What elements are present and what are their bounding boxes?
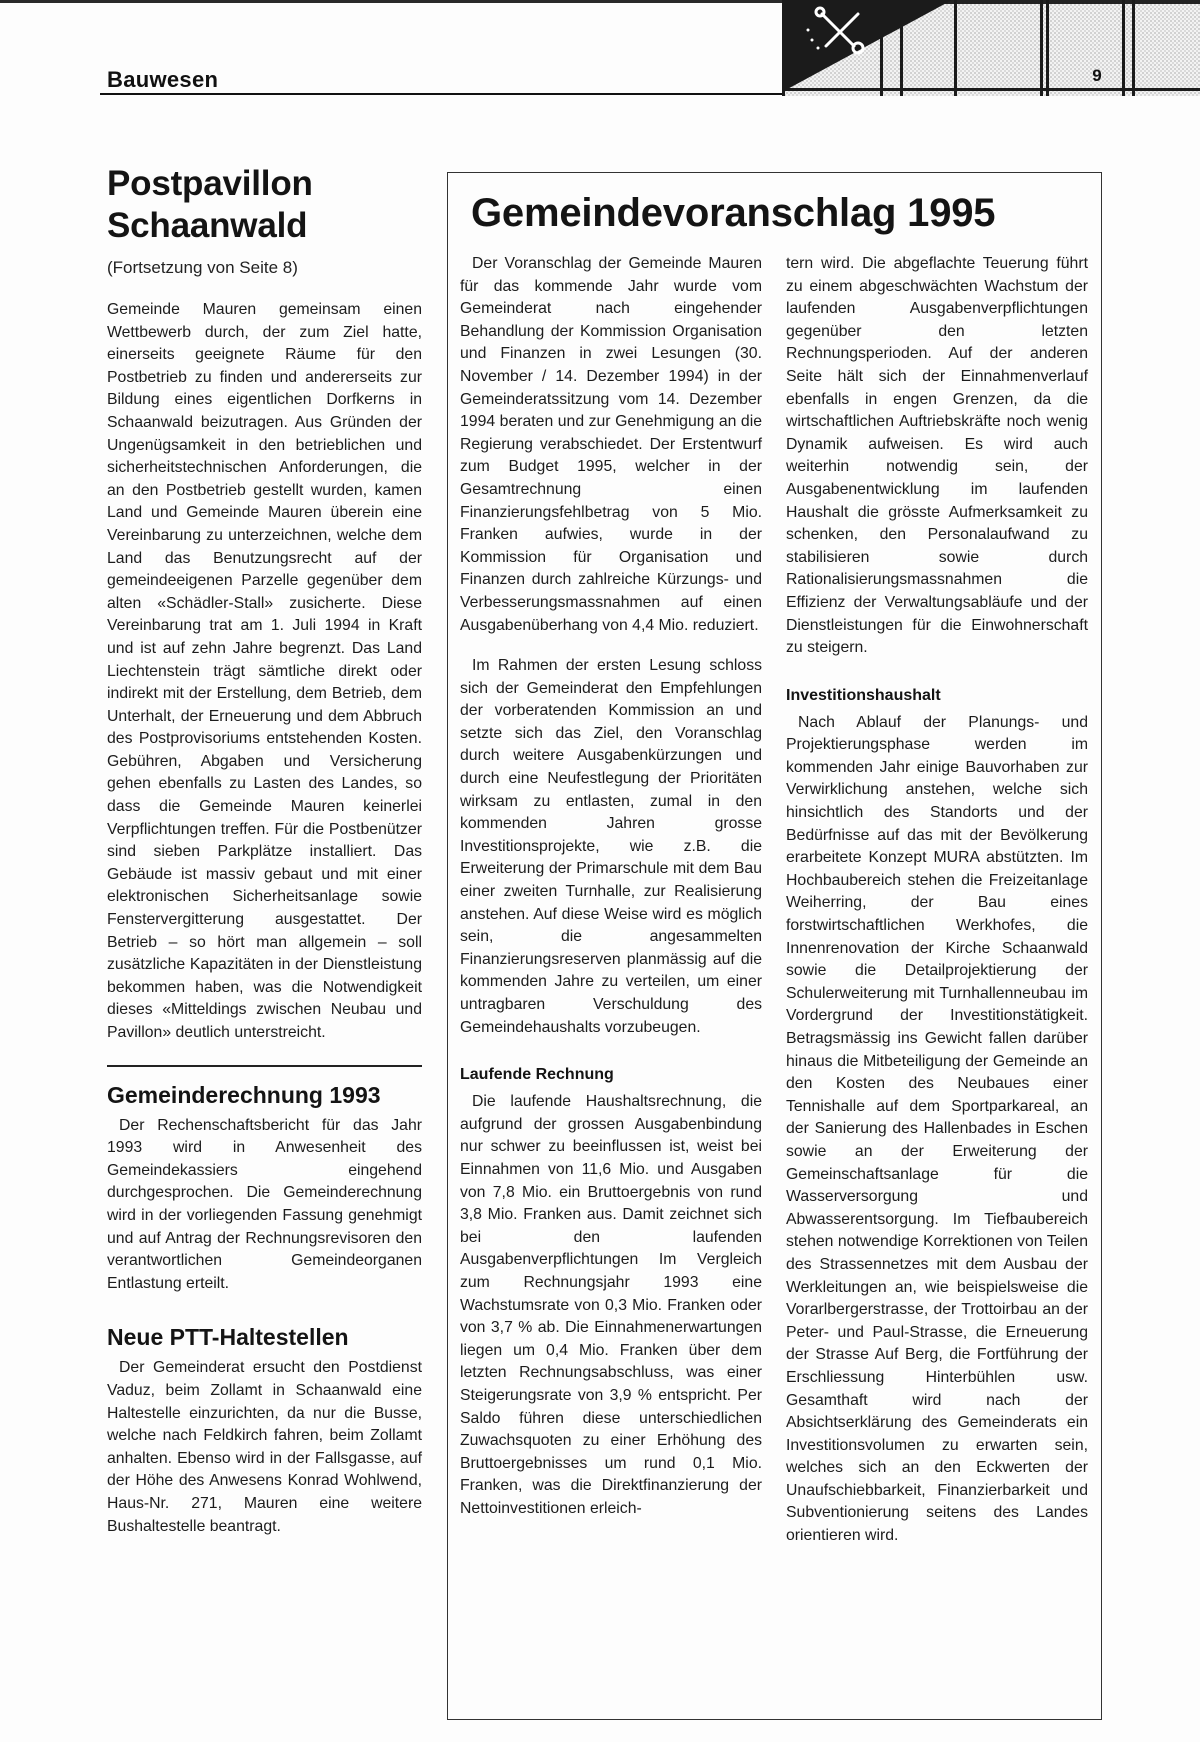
voranschlag-heading: Gemeindevoranschlag 1995 bbox=[471, 191, 996, 235]
header-rule bbox=[100, 93, 784, 95]
section-label: Bauwesen bbox=[107, 67, 219, 92]
gemeinderechnung-body: Der Rechenschaftsbericht für das Jahr 1993 wird in Anwesenheit des Gemeindekassiers eingehend durchgesprochen. Die Gemeinderechnung wird in der vorliegenden Fassung genehmigt und auf Antrag der Rechnungsrevisoren den verantwortlichen Gemeindeorganen Entlastung erteilt. bbox=[107, 1116, 422, 1292]
laufende-rechnung-body: Die laufende Haushaltsrechnung, die aufgrund der grossen Ausgabenbindung nur schwer zu beeinflussen ist, weist bei Einnahmen von 11,6 Mio. und Ausgaben von 7,8 Mio. ein Bruttoergebnis von rund 3,8 Mio. Franken aus. Damit zeichnet sich bei den laufenden Ausgabenverpflichtungen Im Vergleich zum Rechnungsjahr 1993 eine Wachstumsrate von 0,3 Mio. Franken oder von 3,7 % ab. Die Einnahmenerwartungen liegen um 0,4 Mio. Franken über dem letzten Rechnungsabschluss, was einer Steigerungsrate von 3,9 % entspricht. Per Saldo führen diese unterschiedlichen Zuwachsquoten zu einer Erhöhung des Bruttoergebnisses um rund 0,1 Mio. Franken, was die Direktfinanzierung der Nettoinvestitionen erleich- bbox=[460, 1093, 762, 1517]
voranschlag-column-1 bbox=[460, 253, 762, 1520]
header-logo-strip bbox=[782, 0, 1200, 96]
investitionshaushalt-heading: Investitionshaushalt bbox=[786, 686, 941, 704]
voranschlag-continuation: tern wird. Die abgeflachte Teuerung führt zu einem abgeschwächten Wachstum der laufenden Ausgabenverpflichtungen gegenüber den letzten Rechnungsperioden. Auf der anderen Seite hält sich der Einnahmenverlauf ebenfalls in engen Grenzen, da die wirtschaftlichen Auftriebskräfte noch wenig Dynamik aufweisen. Es wird auch weiterhin notwendig sein, der Ausgabenentwicklung im laufenden Haushalt die grösste Aufmerksamkeit zu schenken, den Personalaufwand zu stabilisieren sowie durch Rationalisierungsmassnahmen die Effizienz der Verwaltungsabläufe und der Dienstleistungen für die Einwohnerschaft zu steigern. bbox=[786, 255, 1088, 657]
voranschlag-paragraph-1: Der Voranschlag der Gemeinde Mauren für das kommende Jahr wurde vom Gemeinderat nach eingehender Behandlung der Kommission Organisation und Finanzen in zwei Lesungen (30. November / 14. Dezember 1994) in der Gemeinderatssitzung vom 14. Dezember 1994 beraten und zur Genehmigung an die Regierung verabschiedet. Der Erstentwurf zum Budget 1995, welcher in der Gesamtrechnung einen Finanzierungsfehlbetrag von 5 Mio. Franken aufwies, wurde in der Kommission für Organisation und Finanzen durch zahlreiche Kürzungs- und Verbesserungsmassnahmen auf einen Ausgabenüberhang von 4,4 Mio. reduziert. bbox=[460, 255, 762, 634]
investitionshaushalt-body: Nach Ablauf der Planungs- und Projektierungsphase werden im kommenden Jahr einige Bauvorhaben zur Verwirklichung anstehen, welche sich hinsichtlich des Standorts und der Bedürfnisse auf das mit der Bevölkerung erarbeitete Konzept MURA abstützten. Im Hochbaubereich stehen die Freizeitanlage Weiherring, der Bau eines forstwirtschaftlichen Werkhofes, die Innenrenovation der Kirche Schaanwald sowie die Detailprojektierung der Schulerweiterung mit Turnhallenneubau im Vordergrund der Investitionstätigkeit. Betragsmässig ins Gewicht fallen darüber hinaus die Mitbeteiligung der Gemeinde an den Kosten des Neubaues einer Tennishalle auf dem Sportparkareal, an der Sanierung des Hallenbades in Eschen sowie an der Erweiterung der Gemeinschaftsanlage für die Wasserversorgung und Abwasserentsorgung. Im Tiefbaubereich stehen notwendige Korrektionen von Teilen des Strassennetzes mit dem Ausbau der Werkleitungen an, wie beispielsweise die Vorarlbergerstrasse, der Trottoirbau an der Peter- und Paul-Strasse, die Erneuerung der Strasse Auf Berg, die Fortführung der Erschliessung Hinterbühlen usw. Gesamthaft wird nach der Absichtserklärung des Gemeinderats ein Investitionsvolumen zu erwarten sein, welches sich an den Eckwerten der Unaufschiebbarkeit, Finanzierbarkeit und Subventionierung seitens des Landes orientieren wird. bbox=[786, 713, 1088, 1545]
gemeinderechnung-heading: Gemeinderechnung 1993 bbox=[107, 1081, 381, 1108]
voranschlag-column-2 bbox=[786, 253, 1088, 1548]
crossed-tools-icon bbox=[782, 0, 1200, 96]
section-divider bbox=[107, 1065, 422, 1067]
title-line-2: Schaanwald bbox=[107, 206, 308, 245]
article-title-postpavillon bbox=[107, 163, 422, 247]
laufende-rechnung-heading: Laufende Rechnung bbox=[460, 1066, 614, 1084]
ptt-body: Der Gemeinderat ersucht den Postdienst Vaduz, beim Zollamt in Schaanwald eine Haltestelle einzurichten, da nur die Busse, welche nach Feldkirch fahren, beim Zollamt anhalten. Ebenso wird in der Fallsgasse, auf der Höhe des Anwesens Konrad Wohlwend, Haus-Nr. 271, Mauren eine weitere Bushaltestelle beantragt. bbox=[107, 1359, 422, 1535]
postpavillon-body: Gemeinde Mauren gemeinsam einen Wettbewerb durch, der zum Ziel hatte, einerseits geeignete Räume für den Postbetrieb zu finden und andererseits zur Bildung eines eigentlichen Dorfkerns in Schaanwald beizutragen. Aus Gründen der Ungenügsamkeit in den betrieblichen und sicherheitstechnischen Anforderungen, die an den Postbetrieb gestellt wurden, kamen Land und Gemeinde Mauren überein eine Vereinbarung zu unterzeichnen, welche dem Land das Benutzungsrecht auf der gemeindeeigenen Parzelle gegenüber dem alten «Schädler-Stall» zusicherte. Diese Vereinbarung trat am 1. Juli 1994 in Kraft und ist auf zehn Jahre begrenzt. Das Land Liechtenstein trägt sämtliche direkt oder indirekt mit der Erstellung, dem Betrieb, dem Unterhalt, der Erneuerung und dem Abbruch des Postprovisoriums entstehenden Kosten. Gebühren, Abgaben und Versicherung gehen ebenfalls zu Lasten des Landes, so dass die Gemeinde Mauren keinerlei Verpflichtungen treffen. Für die Postbenützer sind sieben Parkplätze installiert. Das Gebäude ist massiv gebaut und mit einer elektronischen Sicherheitsanlage sowie Fenstervergitterung ausgestattet. Der Betrieb – so hört man allgemein – soll zusätzliche Kapazitäten in der Dienstleistung bekommen haben, was die Notwendigkeit dieses «Mitteldings zwischen Neubau und Pavillon» deutlich unterstreicht. bbox=[107, 301, 422, 1041]
left-column bbox=[107, 163, 422, 1538]
ptt-heading: Neue PTT-Haltestellen bbox=[107, 1324, 349, 1351]
page-number: 9 bbox=[1092, 66, 1102, 85]
continuation-note: (Fortsetzung von Seite 8) bbox=[107, 258, 298, 277]
voranschlag-paragraph-2: Im Rahmen der ersten Lesung schloss sich der Gemeinderat den Empfehlungen der vorberatenden Kommission an und setzte sich das Ziel, den Voranschlag durch weitere Ausgabenkürzungen und durch eine Neufestlegung der Prioritäten wirksam zu entlasten, zumal in den kommenden Jahren grosse Investitionsprojekte, wie z.B. die Erweiterung der Primarschule mit dem Bau einer zweiten Turnhalle, zur Realisierung anstehen. Auf diese Weise wird es möglich sein, die angesammelten Finanzierungsreserven planmässig auf die kommenden Jahre zu verteilen, um einer untragbaren Verschuldung des Gemeindehaushalts vorzubeugen. bbox=[460, 657, 762, 1036]
title-line-1: Postpavillon bbox=[107, 164, 313, 203]
